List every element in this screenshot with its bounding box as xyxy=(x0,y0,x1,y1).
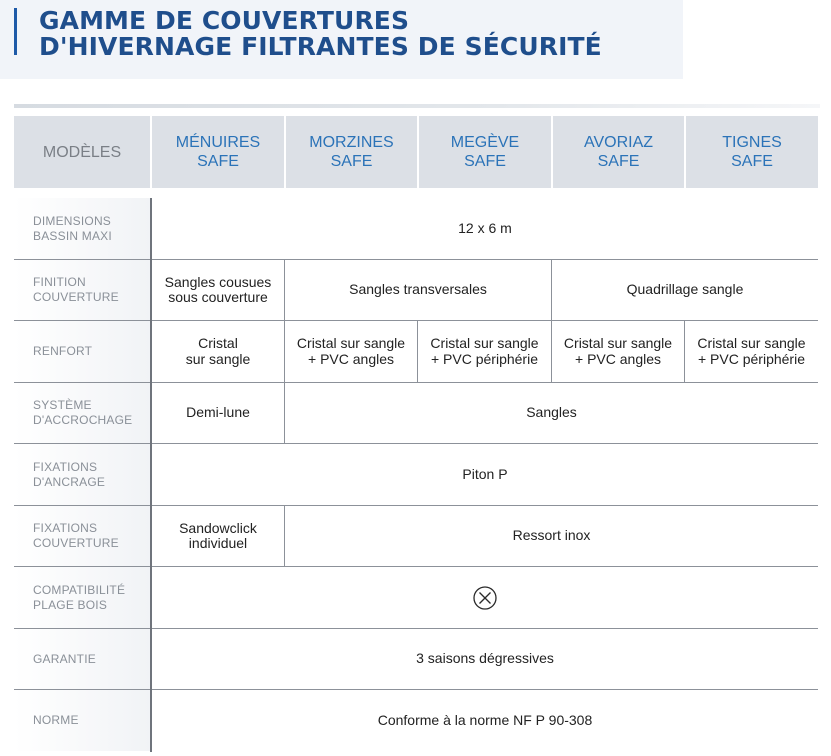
row-label-line-1: FINITION xyxy=(33,275,86,289)
row-divider xyxy=(14,566,818,567)
row-label-line-2: D'ACCROCHAGE xyxy=(33,413,133,427)
row-label-line-2: COUVERTURE xyxy=(33,290,119,304)
model-name: MÉNUIRES xyxy=(175,134,261,151)
cell-text: Piton P xyxy=(462,465,508,482)
column-divider xyxy=(284,321,285,382)
cell-text-line-2: + PVC angles xyxy=(575,350,661,367)
row-label-line-1: NORME xyxy=(33,713,79,727)
model-suffix: SAFE xyxy=(597,153,640,170)
column-divider xyxy=(284,506,285,566)
model-name: MORZINES xyxy=(309,134,394,151)
title-accent-bar xyxy=(14,8,17,55)
cell-text-line-1: Cristal sur sangle xyxy=(430,335,539,351)
row-divider xyxy=(14,259,818,260)
row-label-norme xyxy=(14,690,150,751)
cell-ancrage-all xyxy=(152,444,818,505)
column-divider xyxy=(551,260,552,320)
column-divider xyxy=(284,260,285,320)
cell-text-line-1: Cristal sur sangle xyxy=(563,335,673,351)
comparison-table xyxy=(14,116,818,752)
cell-text-line-1: Sandowclick xyxy=(179,519,257,536)
row-label-accrochage xyxy=(14,383,150,443)
row-label-compatibilite xyxy=(14,567,150,628)
row-divider xyxy=(14,505,818,506)
row-label-line-2: BASSIN MAXI xyxy=(33,228,112,243)
title-divider xyxy=(14,104,820,108)
cell-garantie-all xyxy=(152,629,818,689)
model-name: MEGÈVE xyxy=(450,134,520,151)
column-divider xyxy=(284,383,285,443)
row-label-dimensions xyxy=(14,198,150,259)
row-label-line-1: GARANTIE xyxy=(33,651,96,666)
cell-text: 12 x 6 m xyxy=(458,219,512,236)
column-divider xyxy=(551,321,552,382)
cell-finition-avoriaz-tignes xyxy=(552,260,818,320)
row-label-line-1: DIMENSIONS xyxy=(33,213,112,228)
cell-renfort-megeve xyxy=(418,321,551,382)
header-model-menuires xyxy=(150,116,284,188)
row-label-line-2: D'ANCRAGE xyxy=(33,474,106,489)
cell-renfort-morzines xyxy=(285,321,417,382)
model-suffix: SAFE xyxy=(464,153,506,170)
row-divider xyxy=(14,689,818,690)
header-model-avoriaz xyxy=(551,116,684,188)
cell-text-line-1: Cristal xyxy=(198,335,238,351)
cell-text-line-2: sur sangle xyxy=(185,350,251,367)
cell-text: Sangles xyxy=(526,404,577,421)
page-title-line-1: GAMME DE COUVERTURES xyxy=(39,6,410,35)
row-label-line-2: PLAGE BOIS xyxy=(33,597,108,612)
model-suffix: SAFE xyxy=(197,153,239,170)
row-label-line-1: FIXATIONS xyxy=(33,521,98,535)
row-label-line-1: COMPATIBILITÉ xyxy=(33,582,126,597)
row-divider xyxy=(14,382,818,383)
cell-text: Demi-lune xyxy=(186,404,250,421)
cell-finition-morzines-megeve xyxy=(285,260,551,320)
header-model-tignes xyxy=(684,116,818,188)
page-title xyxy=(39,8,602,60)
header-model-megeve xyxy=(417,116,551,188)
cell-text-line-1: Cristal sur sangle xyxy=(697,335,806,351)
cell-text-line-2: + PVC périphérie xyxy=(430,350,538,367)
cell-renfort-avoriaz xyxy=(552,321,684,382)
cell-norme-all xyxy=(152,690,818,751)
cell-text-line-1: Sangles cousues xyxy=(164,273,272,290)
cell-fixation-couverture-others xyxy=(285,506,818,566)
row-label-fixation-couverture xyxy=(14,506,150,566)
column-divider xyxy=(417,321,418,382)
column-divider xyxy=(684,321,685,382)
cell-text-line-2: sous couverture xyxy=(168,289,268,305)
cell-text-line-2: individuel xyxy=(188,535,248,551)
header-models-label xyxy=(14,116,150,188)
cell-finition-menuires xyxy=(152,260,284,320)
row-label-finition xyxy=(14,260,150,320)
not-compatible-circle-x-icon xyxy=(472,585,498,611)
cell-renfort-menuires xyxy=(152,321,284,382)
row-label-garantie xyxy=(14,629,150,689)
model-suffix: SAFE xyxy=(731,153,773,170)
cell-compatibilite-all xyxy=(152,567,818,628)
row-label-renfort xyxy=(14,321,150,382)
cell-text: Conforme à la norme NF P 90-308 xyxy=(377,711,593,728)
cell-dimensions-all xyxy=(152,198,818,259)
row-divider xyxy=(14,443,818,444)
row-label-line-2: COUVERTURE xyxy=(33,536,119,550)
cell-text: Quadrillage sangle xyxy=(626,281,744,298)
cell-accrochage-others xyxy=(285,383,818,443)
cell-text: Ressort inox xyxy=(512,527,591,544)
cell-text: Sangles transversales xyxy=(349,281,487,298)
row-label-line-1: FIXATIONS xyxy=(33,459,98,474)
cell-text-line-1: Cristal sur sangle xyxy=(296,335,406,351)
label-column-divider xyxy=(150,198,152,752)
model-name: AVORIAZ xyxy=(583,134,654,151)
model-suffix: SAFE xyxy=(330,153,373,170)
header-label-text: MODÈLES xyxy=(42,143,122,161)
cell-accrochage-menuires xyxy=(152,383,284,443)
cell-text-line-2: + PVC périphérie xyxy=(697,350,805,367)
cell-fixation-couverture-menuires xyxy=(152,506,284,566)
row-label-ancrage xyxy=(14,444,150,505)
model-name: TIGNES xyxy=(722,134,782,151)
row-label-line-1: SYSTÈME xyxy=(33,398,92,412)
page-title-line-2: D'HIVERNAGE FILTRANTES DE SÉCURITÉ xyxy=(39,32,602,61)
cell-renfort-tignes xyxy=(685,321,818,382)
row-label-line-1: RENFORT xyxy=(33,344,93,358)
header-model-morzines xyxy=(284,116,417,188)
cell-text: 3 saisons dégressives xyxy=(416,650,554,667)
row-divider xyxy=(14,320,818,321)
row-divider xyxy=(14,628,818,629)
cell-text-line-2: + PVC angles xyxy=(308,350,394,367)
